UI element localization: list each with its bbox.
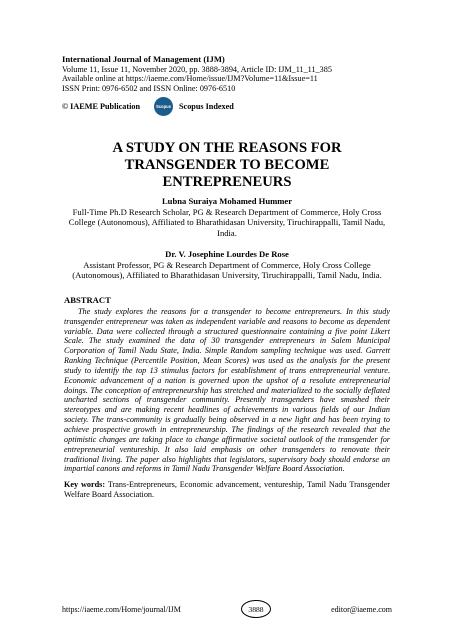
page-footer [62, 600, 392, 618]
keywords-line [64, 480, 390, 500]
author-name: Dr. V. Josephine Lourdes De Rose [165, 249, 289, 259]
journal-title: International Journal of Management (IJM) [62, 54, 225, 64]
page-number-badge: 3888 [241, 600, 271, 618]
available-online-line: Available online at https://iaeme.com/Home/issue/IJM?Volume=11&Issue=11 [62, 74, 318, 84]
article-title: A STUDY ON THE REASONS FOR TRANSGENDER TO BECOME ENTREPRENEURS [112, 140, 342, 190]
author-affiliation: Assistant Professor, PG & Research Department of Commerce, Holy Cross College (Autonomous), Affiliated to Bharathidasan University, Tiruchirappalli, Tamil Nadu, India. [72, 259, 382, 281]
keywords-label: Key words: [64, 480, 106, 490]
journal-header [62, 55, 402, 116]
abstract-body: The study explores the reasons for a transgender to become entrepreneurs. In this study transgender entrepreneur was taken as independent variable and reasons to become as dependent variable. Data were collected through a structured questionnaire containing a five point Likert Scale. The study examined the data of 30 transgender entrepreneurs in Salem Municipal Corporation of Tamil Nadu State, India. Simple Random sampling technique was used. Garrett Ranking Technique (Percentile Position, Mean Scores) was used as the analysis for the present study to identify the top 13 stimulus factors for establishment of trans entrepreneurial venture. Economic advancement of a nation is governed upon the upshot of a resolute entrepreneurial doings. The conception of entrepreneurship has stretched and materialized to the socially deflated uncharted sections of transgender community. Presently transgenders have smashed their stereotypes and are making recent headlines of achievements in various fields of our Indian society. The trans-community is gradually being observed in a new light and has been trying to achieve prospective growth in entrepreneurship. The findings of the research revealed that the optimistic changes are taking place to change affirmative societal outlook of the transgender for entrepreneurial ventureship. It also laid emphasis on other transgenders to renovate their traditional living. The paper also highlights that legislators, supervisory body should endorse an impartial canons and reforms in Tamil Nadu Transgender Welfare Board Association. [64, 306, 390, 474]
author-block-2 [62, 249, 392, 281]
scopus-logo-icon: Scopus [154, 97, 173, 116]
author-name: Lubna Suraiya Mohamed Hummer [161, 196, 293, 206]
abstract-section [64, 296, 390, 500]
footer-journal-link[interactable]: https://iaeme.com/Home/journal/IJM [62, 604, 181, 614]
issn-line: ISSN Print: 0976-6502 and ISSN Online: 0976-6510 [62, 83, 236, 93]
footer-email-link[interactable]: editor@iaeme.com [331, 604, 392, 614]
publisher-row [62, 97, 402, 116]
publisher-name: © IAEME Publication [62, 102, 140, 112]
scopus-indexed-label: Scopus Indexed [179, 102, 234, 112]
abstract-heading: ABSTRACT [64, 295, 111, 305]
volume-line: Volume 11, Issue 11, November 2020, pp. 3888-3894, Article ID: IJM_11_11_385 [62, 64, 332, 74]
author-block-1 [62, 196, 392, 238]
author-affiliation: Full-Time Ph.D Research Scholar, PG & Research Department of Commerce, Holy Cross College (Autonomous), Affiliated to Bharathidasan University, Tiruchirappalli, Tamil Nadu, India. [68, 206, 386, 238]
keywords-text: Trans-Entrepreneurs, Economic advancement, ventureship, Tamil Nadu Transgender Welfare Board Association. [64, 480, 390, 500]
